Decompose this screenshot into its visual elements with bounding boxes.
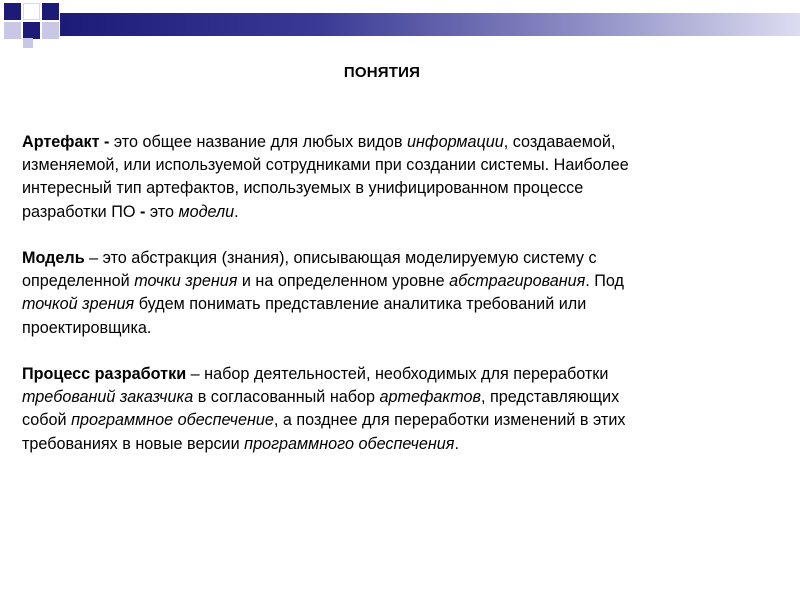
text-run: . xyxy=(454,434,459,453)
text-run: – набор деятельностей, необходимых для переработки xyxy=(186,365,609,383)
text-line xyxy=(22,386,782,409)
emphasis-run: точкой зрения xyxy=(22,295,135,314)
paragraph-artifact xyxy=(22,131,782,224)
term-process: Процесс разработки xyxy=(22,365,187,383)
text-line: интересный тип артефактов, используемых в унифицированном процессе xyxy=(22,179,584,198)
text-run: и на определенном уровне xyxy=(237,272,450,291)
decor-square xyxy=(4,3,21,20)
paragraph-process xyxy=(22,363,782,456)
decor-square xyxy=(23,3,40,20)
text-run: , представляющих xyxy=(480,388,620,407)
emphasis-run: информации xyxy=(406,133,504,151)
emphasis-run: модели xyxy=(178,202,235,221)
text-line xyxy=(22,363,782,386)
decor-square xyxy=(23,38,33,48)
term-separator: - xyxy=(139,202,150,221)
emphasis-run: точки зрения xyxy=(134,272,238,291)
text-line xyxy=(22,131,782,154)
text-run: это общее название для любых видов xyxy=(113,133,407,151)
text-run: требованиях в новые версии xyxy=(22,434,245,453)
text-run: , создаваемой, xyxy=(503,133,616,151)
text-run: разработки ПО xyxy=(22,202,140,221)
text-line xyxy=(22,201,782,224)
text-run: определенной xyxy=(22,272,135,291)
text-run: . xyxy=(234,202,239,221)
header-banner xyxy=(0,0,800,48)
emphasis-run: требований заказчика xyxy=(22,388,194,407)
term-artifact: Артефакт xyxy=(22,133,100,151)
text-run: будем понимать представление аналитика требований или xyxy=(134,295,587,314)
term-separator: - xyxy=(99,133,114,151)
text-run: . Под xyxy=(585,272,624,291)
text-run: в согласованный набор xyxy=(193,388,380,407)
term-model: Модель xyxy=(22,249,85,267)
text-run: собой xyxy=(22,411,72,430)
decor-square xyxy=(42,22,59,39)
text-line: изменяемой, или используемой сотрудниками при создании системы. Наиболее xyxy=(22,156,629,175)
emphasis-run: программного обеспечения xyxy=(244,434,455,453)
text-run: – это абстракция (знания), описывающая моделируемую систему с xyxy=(84,249,597,267)
text-line xyxy=(22,247,782,270)
text-line xyxy=(22,433,782,456)
emphasis-run: артефактов xyxy=(379,388,481,407)
text-line xyxy=(22,270,782,293)
slide-body xyxy=(22,131,782,479)
decor-square xyxy=(42,3,59,20)
text-line xyxy=(22,293,782,316)
paragraph-model xyxy=(22,247,782,340)
text-line: проектировщика. xyxy=(22,318,152,337)
text-run: , а позднее для переработки изменений в этих xyxy=(273,411,626,430)
header-gradient-bar xyxy=(60,13,800,36)
decor-square xyxy=(23,22,40,39)
text-line xyxy=(22,409,782,432)
emphasis-run: программное обеспечение xyxy=(71,411,274,430)
emphasis-run: абстрагирования xyxy=(449,272,586,291)
slide-title: ПОНЯТИЯ xyxy=(343,64,421,81)
decor-square xyxy=(4,22,21,39)
text-run: это xyxy=(149,202,179,221)
